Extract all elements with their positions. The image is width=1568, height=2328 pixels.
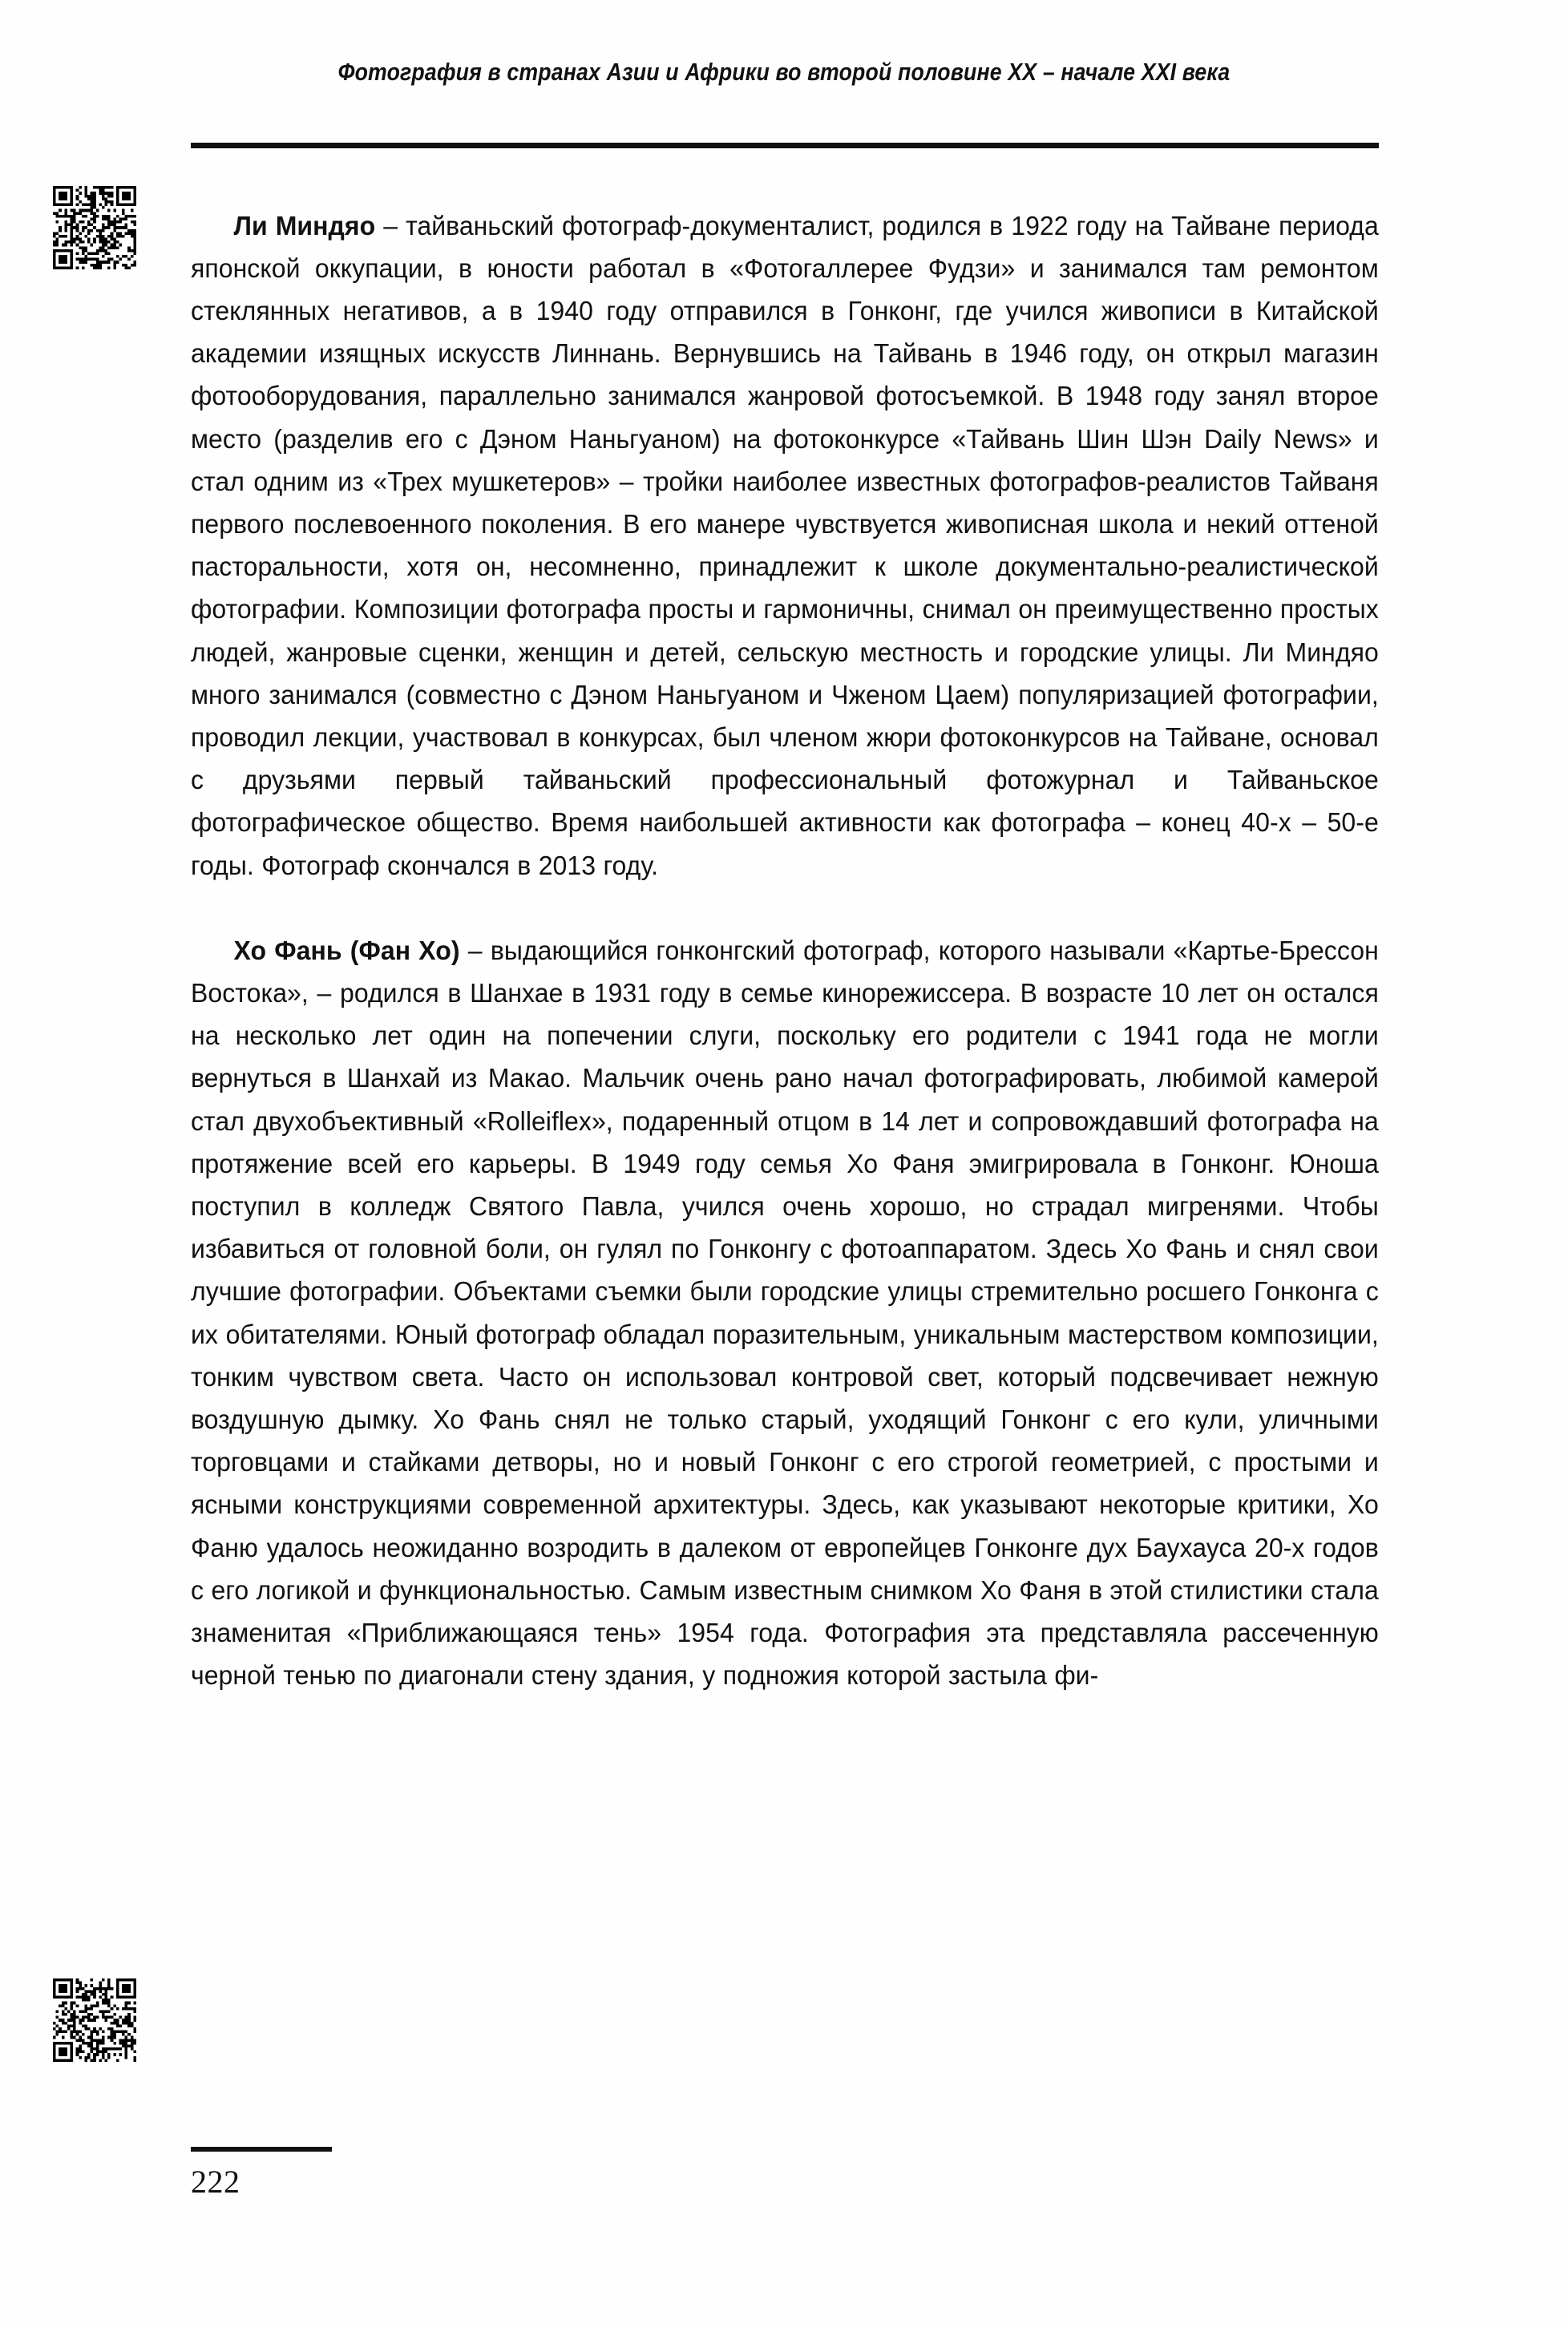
- page-number: 222: [191, 2164, 240, 2200]
- lead-name-ho-fan: Хо Фань (Фан Хо): [233, 936, 460, 966]
- text-column: [191, 178, 1379, 1724]
- footer-rule: [191, 2147, 332, 2152]
- paragraph-li-mindyao: [191, 205, 1379, 887]
- paragraph-ho-fan: [191, 930, 1379, 1698]
- qr-code-top-icon: [53, 186, 136, 269]
- qr-code-bottom-icon: [53, 1978, 136, 2062]
- running-head: Фотография в странах Азии и Африки во второй половине XX – начале XXI века: [337, 58, 1231, 86]
- paragraph-body-li-mindyao: – тайваньский фотограф-документалист, родился в 1922 году на Тайване периода японской оккупации, в юности работал в «Фотогаллерее Фудзи» и занимался там ремонтом стеклянных негативов, а в 1940 году отправился в Гонконг, где учился живописи в Китайской академии изящных искусств Линнань. Вернувшись на Тайвань в 1946 году, он открыл магазин фотооборудования, параллельно занимался жанровой фотосъемкой. В 1948 году занял второе место (разделив его с Дэном Наньгуаном) на фотоконкурсе «Тайвань Шин Шэн Daily News» и стал одним из «Трех мушкетеров» – тройки наиболее известных фотографов-реалистов Тайваня первого послевоенного поколения. В его манере чувствуется живописная школа и некий оттеной пасторальности, хотя он, несомненно, принадлежит к школе документально-реалистической фотографии. Композиции фотографа просты и гармоничны, снимал он преимущественно простых людей, жанровые сценки, женщин и детей, сельскую местность и городские улицы. Ли Миндяо много занимался (совместно с Дэном Наньгуаном и Чженом Цаем) популяризацией фотографии, проводил лекции, участвовал в конкурсах, был членом жюри фотоконкурсов на Тайване, основал с друзьями первый тайваньский профессиональный фотожурнал и Тайваньское фотографическое общество. Время наибольшей активности как фотографа – конец 40-х – 50-е годы. Фотограф скончался в 2013 году.: [191, 211, 1379, 881]
- paragraph-body-ho-fan: – выдающийся гонконгский фотограф, которого называли «Картье-Брессон Востока», – родился в Шанхае в 1931 году в семье кинорежиссера. В возрасте 10 лет он остался на несколько лет один на попечении слуги, поскольку его родители с 1941 года не могли вернуться в Шанхай из Макао. Мальчик очень рано начал фотографировать, любимой камерой стал двухобъективный «Rolleiflex», подаренный отцом в 14 лет и сопровождавший фотографа на протяжение всей его карьеры. В 1949 году семья Хо Фаня эмигрировала в Гонконг. Юноша поступил в колледж Святого Павла, учился очень хорошо, но страдал мигренями. Чтобы избавиться от головной боли, он гулял по Гонконгу с фотоаппаратом. Здесь Хо Фань и снял свои лучшие фотографии. Объектами съемки были городские улицы стремительно росшего Гонконга с их обитателями. Юный фотограф обладал поразительным, уникальным мастерством композиции, тонким чувством света. Часто он использовал контровой свет, который подсвечивает нежную воздушную дымку. Хо Фань снял не только старый, уходящий Гонконг с его кули, уличными торговцами и стайками детворы, но и новый Гонконг с его строгой геометрией, с простыми и ясными конструкциями современной архитектуры. Здесь, как указывают некоторые критики, Хо Фаню удалось неожиданно возродить в далеком от европейцев Гонконге дух Баухауса 20-х годов с его логикой и функциональностью. Самым известным снимком Хо Фаня в этой стилистики стала знаменитая «Приближающаяся тень» 1954 года. Фотография эта представляла рассеченную черной тенью по диагонали стену здания, у подножия которой застыла фи-: [191, 936, 1379, 1691]
- lead-name-li-mindyao: Ли Миндяо: [233, 211, 376, 241]
- header-rule: [191, 143, 1379, 148]
